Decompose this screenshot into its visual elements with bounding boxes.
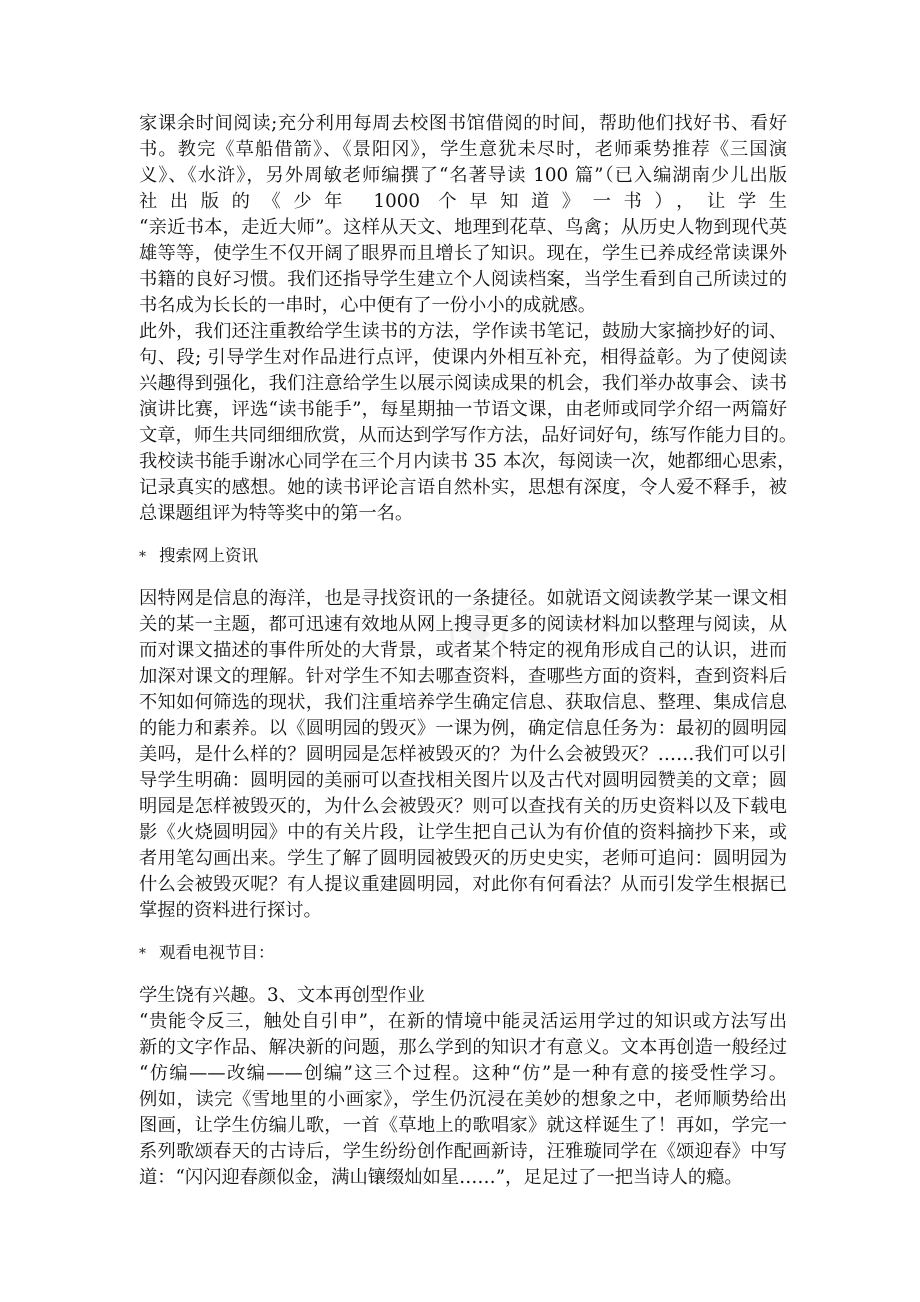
bullet-label: 搜索网上资讯 (159, 546, 258, 565)
text-line: 义》、《水浒》，另外周敏老师编撰了“名著导读 100 篇”（已入编湖南少儿出版 (139, 165, 787, 186)
text-line: 加深对课文的理解。针对学生不知去哪查资料，查哪些方面的资料，查到资料后 (139, 666, 787, 687)
text-line: 记录真实的感想。她的读书评论言语自然朴实，思想有深度，令人爱不释手，被 (139, 477, 787, 498)
text-line: 文章，师生共同细细欣赏，从而达到学写作方法，品好词好句，练写作能力目的。 (139, 425, 798, 446)
text-line: 明园是怎样被毁灭的，为什么会被毁灭？则可以查找有关的历史资料以及下载电 (139, 796, 787, 817)
text-line: 兴趣得到强化，我们注意给学生以展示阅读成果的机会，我们举办故事会、读书 (139, 373, 787, 394)
text-line: 图画，让学生仿编儿歌，一首《草地上的歌唱家》就这样诞生了！再如，学完一 (139, 1115, 787, 1136)
text-line: 系列歌颂春天的古诗后，学生纷纷创作配画新诗，汪雅璇同学在《颂迎春》中写 (139, 1141, 787, 1162)
text-line: 家课余时间阅读;充分利用每周去校图书馆借阅的时间，帮助他们找好书、看好 (139, 113, 787, 134)
text-line: 掌握的资料进行探讨。 (139, 900, 322, 921)
text-line: “仿编——改编——创编”这三个过程。这种“仿”是一种有意的接受性学习。 (139, 1063, 787, 1084)
paragraph-reading-time (139, 111, 787, 319)
bullet-watch-tv (139, 940, 787, 967)
text-line: “贵能令反三，触处自引申”，在新的情境中能灵活运用学过的知识或方法写出 (139, 1011, 787, 1032)
bullet-search-online (139, 543, 787, 570)
text-line: 演讲比赛，评选“读书能手”，每星期抽一节语文课，由老师或同学介绍一两篇好 (139, 399, 787, 420)
bullet-asterisk-icon: * (139, 549, 146, 565)
bullet-asterisk-icon: * (139, 946, 146, 962)
text-line: 书名成为长长的一串时，心中便有了一份小小的成就感。 (139, 295, 597, 316)
text-line: 影《火烧圆明园》中的有关片段，让学生把自己认为有价值的资料摘抄下来，或 (139, 822, 787, 843)
text-line: 因特网是信息的海洋，也是寻找资讯的一条捷径。如就语文阅读教学某一课文相 (139, 588, 787, 609)
text-line: 关的某一主题，都可迅速有效地从网上搜寻更多的阅读材料加以整理与阅读，从 (139, 614, 787, 635)
text-line: 句、段; 引导学生对作品进行点评，使课内外相互补充，相得益彰。为了使阅读 (139, 347, 787, 368)
text-line: 不知如何筛选的现状，我们注重培养学生确定信息、获取信息、整理、集成信息 (139, 692, 787, 713)
text-line: 导学生明确：圆明园的美丽可以查找相关图片以及古代对圆明园赞美的文章；圆 (139, 770, 787, 791)
paragraph-text-recreation (139, 1009, 787, 1191)
text-line: 社出版的《少年 1000 个早知道》一书），让学生 (139, 191, 787, 212)
text-line: 学生饶有兴趣。3、文本再创型作业 (139, 985, 425, 1006)
text-line: 新的文字作品、解决新的问题，那么学到的知识才有意义。文本再创造一般经过 (139, 1037, 787, 1058)
text-line: 道：“闪闪迎春颜似金，满山镶缀灿如星……”，足足过了一把当诗人的瘾。 (139, 1167, 743, 1188)
bullet-label: 观看电视节目： (159, 943, 275, 962)
text-line: 书。教完《草船借箭》、《景阳冈》，学生意犹未尽时，老师乘势推荐《三国演 (139, 139, 787, 160)
text-line: 此外，我们还注重教给学生读书的方法，学作读书笔记，鼓励大家摘抄好的词、 (139, 321, 787, 342)
text-line: 的能力和素养。以《圆明园的毁灭》一课为例，确定信息任务为：最初的圆明园 (139, 718, 787, 739)
text-line: 我校读书能手谢冰心同学在三个月内读书 35 本次，每阅读一次，她都细心思索， (139, 451, 796, 472)
paragraph-heading-text-recreation (139, 983, 787, 1009)
text-line: 总课题组评为特等奖中的第一名。 (139, 503, 414, 524)
text-line: “亲近书本，走近大师”。这样从天文、地理到花草、鸟禽；从历史人物到现代英 (139, 217, 787, 238)
paragraph-reading-methods (139, 319, 798, 527)
text-line: 而对课文描述的事件所处的大背景，或者某个特定的视角形成自己的认识，进而 (139, 640, 787, 661)
text-line: 书籍的良好习惯。我们还指导学生建立个人阅读档案，当学生看到自己所读过的 (139, 269, 787, 290)
watermark-logo-icon (448, 604, 508, 664)
text-line: 雄等等，使学生不仅开阔了眼界而且增长了知识。现在，学生已养成经常读课外 (139, 243, 787, 264)
text-line: 什么会被毁灭呢？有人提议重建圆明园，对此你有何看法？从而引发学生根据已 (139, 874, 787, 895)
text-line: 美吗，是什么样的？圆明园是怎样被毁灭的？为什么会被毁灭？……我们可以引 (139, 744, 787, 765)
text-line: 例如，读完《雪地里的小画家》，学生仍沉浸在美妙的想象之中，老师顺势给出 (139, 1089, 787, 1110)
text-line: 者用笔勾画出来。学生了解了圆明园被毁灭的历史史实，老师可追问：圆明园为 (139, 848, 787, 869)
